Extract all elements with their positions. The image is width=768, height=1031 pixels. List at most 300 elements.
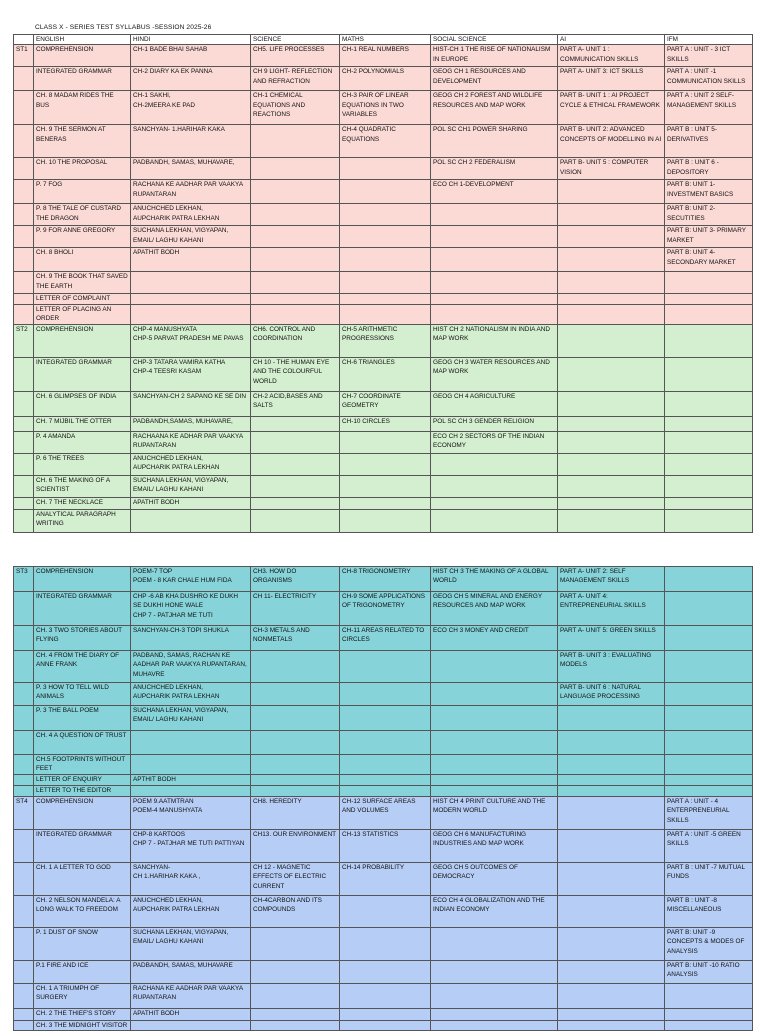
cell-english: CH. 10 THE PROPOSAL [34, 158, 131, 180]
cell-social-science: GEOG CH 5 OUTCOMES OF DEMOCRACY [431, 863, 558, 896]
cell-ifm [665, 416, 753, 431]
cell-hindi [131, 272, 251, 294]
term-label: ST4 [14, 797, 34, 830]
cell-maths [340, 180, 431, 204]
cell-social-science: POL SC CH 2 FEDERALISM [431, 158, 558, 180]
cell-hindi: SUCHANA LEKHAN, VIGYAPAN, EMAIL/ LAGHU KAHANI [131, 475, 251, 497]
cell-social-science [431, 226, 558, 248]
cell-english: P. 9 FOR ANNE GREGORY [34, 226, 131, 248]
cell-science [251, 453, 340, 475]
cell-science: CH 11- ELECTRICITY [251, 592, 340, 626]
cell-maths [340, 984, 431, 1009]
syllabus-row [14, 91, 753, 125]
cell-science: CH5. LIFE PROCESSES [251, 45, 340, 67]
cell-english: INTEGRATED GRAMMAR [34, 830, 131, 863]
cell-hindi [131, 786, 251, 797]
cell-english: CH. 9 THE BOOK THAT SAVED THE EARTH [34, 272, 131, 294]
cell-social-science: ECO CH 2 SECTORS OF THE INDIAN ECONOMY [431, 431, 558, 453]
cell-hindi: APATHIT BODH [131, 497, 251, 509]
cell-ai: PART A- UNIT 5: GREEN SKILLS [558, 626, 665, 651]
cell-hindi: PADBANDH,SAMAS, MUHAVARE, [131, 416, 251, 431]
cell-ifm [665, 357, 753, 391]
cell-hindi: SANCHYAN-CH 2 SAPANO KE SE DIN [131, 391, 251, 416]
cell-ifm [665, 731, 753, 755]
cell-english: CH. 1 A LETTER TO GOD [34, 863, 131, 896]
cell-hindi: ANUCHCHED LEKHAN, AUPCHARIK PATRA LEKHAN [131, 896, 251, 928]
cell-english: P. 8 THE TALE OF CUSTARD THE DRAGON [34, 204, 131, 226]
syllabus-row [14, 475, 753, 497]
cell-science [251, 475, 340, 497]
syllabus-row [14, 1009, 753, 1021]
term-label [14, 830, 34, 863]
syllabus-row [14, 928, 753, 961]
cell-ai: PART B- UNIT 5 : COMPUTER VISION [558, 158, 665, 180]
cell-ai [558, 304, 665, 324]
cell-maths [340, 475, 431, 497]
syllabus-row [14, 775, 753, 786]
cell-ai [558, 294, 665, 304]
cell-english: ANALYTICAL PARAGRAPH WRITING [34, 509, 131, 532]
cell-ai [558, 226, 665, 248]
cell-social-science [431, 248, 558, 272]
cell-ifm: PART B: UNIT 3- PRIMARY MARKET [665, 226, 753, 248]
cell-ifm [665, 294, 753, 304]
term-label [14, 509, 34, 532]
cell-ifm: PART B: UNIT 4- SECONDARY MARKET [665, 248, 753, 272]
syllabus-row [14, 896, 753, 928]
cell-english: P. 1 DUST OF SNOW [34, 928, 131, 961]
cell-hindi: SUCHANA LEKHAN, VIGYAPAN, EMAIL/ LAGHU KAHANI [131, 928, 251, 961]
cell-english: P. 3 THE BALL POEM [34, 706, 131, 731]
cell-maths [340, 896, 431, 928]
cell-social-science [431, 1021, 558, 1031]
term-label [14, 786, 34, 797]
cell-ifm [665, 304, 753, 324]
cell-ai [558, 204, 665, 226]
syllabus-row [14, 1021, 753, 1031]
cell-hindi: ANUCHCHED LEKHAN, AUPCHARIK PATRA LEKHAN [131, 204, 251, 226]
syllabus-row [14, 863, 753, 896]
cell-social-science: GEOG CH 3 WATER RESOURCES AND MAP WORK [431, 357, 558, 391]
cell-social-science [431, 928, 558, 961]
term-label [14, 204, 34, 226]
cell-ai [558, 248, 665, 272]
cell-maths: CH-2 POLYNOMIALS [340, 67, 431, 91]
cell-ai [558, 830, 665, 863]
cell-hindi: RACHAANA KE ADHAR PAR VAAKYA RUPANTARAN [131, 431, 251, 453]
cell-hindi: ANUCHCHED LEKHAN, AUPCHARIK PATRA LEKHAN [131, 453, 251, 475]
term-label [14, 706, 34, 731]
column-header: MATHS [340, 35, 431, 45]
cell-science: CH 12 - MAGNETIC EFFECTS OF ELECTRIC CURRENT [251, 863, 340, 896]
cell-maths [340, 304, 431, 324]
cell-english: CH. 8 MADAM RIDES THE BUS [34, 91, 131, 125]
cell-social-science [431, 304, 558, 324]
cell-social-science [431, 786, 558, 797]
cell-science: CH8. HEREDITY [251, 797, 340, 830]
document-title: CLASS X - SERIES TEST SYLLABUS -SESSION 2025-26 [35, 24, 212, 31]
cell-science [251, 180, 340, 204]
cell-maths: CH-4 QUADRATIC EQUATIONS [340, 125, 431, 158]
cell-ai: PART B- UNIT 1 : AI PROJECT CYCLE & ETHICAL FRAMEWORK [558, 91, 665, 125]
cell-science [251, 928, 340, 961]
cell-science [251, 755, 340, 775]
cell-ai [558, 272, 665, 294]
cell-ifm: PART A : UNIT -5 GREEN SKILLS [665, 830, 753, 863]
cell-ifm [665, 509, 753, 532]
cell-ai: PART B- UNIT 3 : EVALUATING MODELS [558, 651, 665, 683]
term-label [14, 357, 34, 391]
cell-social-science: POL SC CH 3 GENDER RELIGION [431, 416, 558, 431]
cell-social-science [431, 984, 558, 1009]
cell-ai [558, 863, 665, 896]
cell-ifm: PART A : UNIT - 3 ICT SKILLS [665, 45, 753, 67]
cell-hindi: CH-1 BADE BHAI SAHAB [131, 45, 251, 67]
cell-ai [558, 961, 665, 984]
term-label [14, 91, 34, 125]
cell-science [251, 416, 340, 431]
syllabus-row [14, 248, 753, 272]
term-label [14, 651, 34, 683]
cell-ai [558, 180, 665, 204]
syllabus-row [14, 651, 753, 683]
term-label [14, 896, 34, 928]
cell-ifm [665, 626, 753, 651]
cell-maths [340, 786, 431, 797]
syllabus-row [14, 755, 753, 775]
cell-maths [340, 453, 431, 475]
cell-hindi [131, 731, 251, 755]
cell-social-science: ECO CH 3 MONEY AND CREDIT [431, 626, 558, 651]
cell-ifm [665, 475, 753, 497]
cell-social-science [431, 651, 558, 683]
cell-science [251, 248, 340, 272]
cell-ai: PART B- UNIT 2: ADVANCED CONCEPTS OF MODELLING IN AI [558, 125, 665, 158]
cell-ifm: PART B : UNIT 5- DERIVATIVES [665, 125, 753, 158]
cell-ai [558, 1021, 665, 1031]
cell-english: COMPREHENSION [34, 45, 131, 67]
cell-english: CH. 9 THE SERMON AT BENERAS [34, 125, 131, 158]
cell-science: CH 10 - THE HUMAN EYE AND THE COLOURFUL WORLD [251, 357, 340, 391]
cell-ai [558, 755, 665, 775]
cell-ifm: PART B : UNIT -7 MUTUAL FUNDS [665, 863, 753, 896]
cell-maths [340, 158, 431, 180]
cell-hindi: ANUCHCHED LEKHAN, AUPCHARIK PATRA LEKHAN [131, 683, 251, 706]
cell-hindi: PADBANDH, SAMAS, MUHAVARE, [131, 158, 251, 180]
term-label [14, 626, 34, 651]
term-label [14, 592, 34, 626]
term-label [14, 125, 34, 158]
cell-maths: CH-10 CIRCLES [340, 416, 431, 431]
cell-english: LETTER OF PLACING AN ORDER [34, 304, 131, 324]
cell-hindi: PADBAND, SAMAS, RACHAN KE AADHAR PAR VAAKYA RUPANTARAN, MUHAVRE [131, 651, 251, 683]
column-header: SCIENCE [251, 35, 340, 45]
cell-science [251, 786, 340, 797]
cell-science [251, 431, 340, 453]
cell-english: INTEGRATED GRAMMAR [34, 357, 131, 391]
cell-english: CH. 7 THE NECKLACE [34, 497, 131, 509]
cell-english: COMPREHENSION [34, 797, 131, 830]
cell-ai [558, 357, 665, 391]
syllabus-row [14, 125, 753, 158]
cell-ai [558, 731, 665, 755]
cell-ai [558, 928, 665, 961]
term-label: ST3 [14, 567, 34, 592]
cell-hindi: CHP -6 AB KHA DUSHRO KE DUKH SE DUKHI HONE WALE CHP 7 - PATJHAR ME TUTI [131, 592, 251, 626]
column-header: SOCIAL SCIENCE [431, 35, 558, 45]
cell-ai: PART A- UNIT 2: SELF MANAGEMENT SKILLS [558, 567, 665, 592]
cell-ifm [665, 984, 753, 1009]
cell-hindi: POEM 9.AATMTRAN POEM-4 MANUSHYATA [131, 797, 251, 830]
cell-ifm: PART B: UNIT 1- INVESTMENT BASICS [665, 180, 753, 204]
cell-science [251, 731, 340, 755]
cell-maths: CH-8 TRIGONOMETRY [340, 567, 431, 592]
cell-hindi: CH-2 DIARY KA EK PANNA [131, 67, 251, 91]
syllabus-row [14, 204, 753, 226]
cell-hindi: APATHIT BODH [131, 248, 251, 272]
column-header: ENGLISH [34, 35, 131, 45]
cell-maths [340, 755, 431, 775]
cell-ifm [665, 272, 753, 294]
cell-science [251, 984, 340, 1009]
term-label [14, 475, 34, 497]
cell-science [251, 304, 340, 324]
syllabus-row [14, 683, 753, 706]
cell-social-science: GEOG CH 4 AGRICULTURE [431, 391, 558, 416]
cell-social-science [431, 683, 558, 706]
cell-english: P. 7 FOG [34, 180, 131, 204]
cell-maths [340, 706, 431, 731]
cell-english: P.1 FIRE AND ICE [34, 961, 131, 984]
syllabus-row [14, 226, 753, 248]
column-header: IFM [665, 35, 753, 45]
cell-english: LETTER OF COMPLAINT [34, 294, 131, 304]
cell-science: CH13. OUR ENVIRONMENT [251, 830, 340, 863]
cell-hindi: SUCHANA LEKHAN, VIGYAPAN, EMAIL/ LAGHU KAHANI [131, 226, 251, 248]
cell-hindi: CH-1 SAKHI, CH-2MEERA KE PAD [131, 91, 251, 125]
cell-science [251, 706, 340, 731]
header-row [14, 35, 753, 45]
term-label [14, 416, 34, 431]
cell-english: CH. 6 THE MAKING OF A SCIENTIST [34, 475, 131, 497]
cell-science [251, 294, 340, 304]
syllabus-row [14, 497, 753, 509]
term-label [14, 67, 34, 91]
term-label [14, 294, 34, 304]
cell-maths: CH-11 AREAS RELATED TO CIRCLES [340, 626, 431, 651]
syllabus-row [14, 416, 753, 431]
cell-ai: PART A- UNIT 3: ICT SKILLS [558, 67, 665, 91]
term-label [14, 731, 34, 755]
term-label [14, 226, 34, 248]
cell-social-science [431, 755, 558, 775]
cell-ifm [665, 755, 753, 775]
cell-social-science: ECO CH 4 GLOBALIZATION AND THE INDIAN ECONOMY [431, 896, 558, 928]
cell-hindi: RACHANA KE AADHAR PAR VAAKYA RUPANTARAN [131, 984, 251, 1009]
cell-science [251, 509, 340, 532]
cell-science [251, 961, 340, 984]
cell-ai: PART B- UNIT 6 : NATURAL LANGUAGE PROCESSING [558, 683, 665, 706]
cell-maths [340, 651, 431, 683]
cell-english: CH. 4 A QUESTION OF TRUST [34, 731, 131, 755]
cell-ai [558, 775, 665, 786]
term-label [14, 683, 34, 706]
column-header: AI [558, 35, 665, 45]
cell-ifm: PART B: UNIT -9 CONCEPTS & MODES OF ANALYSIS [665, 928, 753, 961]
cell-english: INTEGRATED GRAMMAR [34, 67, 131, 91]
cell-social-science [431, 706, 558, 731]
cell-science [251, 651, 340, 683]
syllabus-row [14, 786, 753, 797]
term-label [14, 1009, 34, 1021]
cell-social-science [431, 204, 558, 226]
cell-science [251, 272, 340, 294]
cell-english: CH. 6 GLIMPSES OF INDIA [34, 391, 131, 416]
cell-maths [340, 226, 431, 248]
cell-hindi: CHP-3 TATARA VAMIRA KATHA CHP-4 TEESRI KASAM [131, 357, 251, 391]
cell-science [251, 158, 340, 180]
cell-ifm [665, 497, 753, 509]
cell-hindi: SUCHANA LEKHAN, VIGYAPAN, EMAIL/ LAGHU KAHANI [131, 706, 251, 731]
syllabus-row [14, 324, 753, 357]
term-label: ST1 [14, 45, 34, 67]
cell-ifm [665, 786, 753, 797]
cell-english: CH. 2 NELSON MANDELA: A LONG WALK TO FREEDOM [34, 896, 131, 928]
cell-social-science [431, 961, 558, 984]
cell-maths [340, 683, 431, 706]
cell-ifm: PART A : UNIT 2 SELF-MANAGEMENT SKILLS [665, 91, 753, 125]
cell-ai [558, 453, 665, 475]
cell-social-science: HIST-CH 1 THE RISE OF NATIONALISM IN EUROPE [431, 45, 558, 67]
cell-ai: PART A- UNIT 1 : COMMUNICATION SKILLS [558, 45, 665, 67]
cell-ifm [665, 567, 753, 592]
cell-maths [340, 928, 431, 961]
cell-ai: PART A- UNIT 4: ENTREPRENEURIAL SKILLS [558, 592, 665, 626]
cell-ifm [665, 683, 753, 706]
syllabus-row [14, 706, 753, 731]
cell-english: CH. 2 THE THIEF'S STORY [34, 1009, 131, 1021]
cell-english: CH. 3 THE MIDNIGHT VISITOR [34, 1021, 131, 1031]
cell-maths [340, 204, 431, 226]
cell-social-science: POL SC CH1 POWER SHARING [431, 125, 558, 158]
cell-hindi: APATHIT BODH [131, 1009, 251, 1021]
cell-ifm [665, 1021, 753, 1031]
cell-social-science [431, 497, 558, 509]
syllabus-row [14, 357, 753, 391]
cell-ai [558, 984, 665, 1009]
cell-ai [558, 497, 665, 509]
cell-ai [558, 706, 665, 731]
cell-english: CH. 7 MIJBIL THE OTTER [34, 416, 131, 431]
cell-maths [340, 248, 431, 272]
syllabus-row [14, 961, 753, 984]
cell-maths [340, 961, 431, 984]
syllabus-row [14, 592, 753, 626]
cell-ai [558, 786, 665, 797]
term-label [14, 391, 34, 416]
cell-social-science: HIST CH 3 THE MAKING OF A GLOBAL WORLD [431, 567, 558, 592]
cell-social-science [431, 731, 558, 755]
cell-ifm [665, 1009, 753, 1021]
cell-maths [340, 509, 431, 532]
term-label [14, 928, 34, 961]
syllabus-row [14, 830, 753, 863]
cell-hindi [131, 509, 251, 532]
cell-maths: CH-9 SOME APPLICATIONS OF TRIGONOMETRY [340, 592, 431, 626]
cell-hindi: SANCHYAN-CH-3 TOPI SHUKLA [131, 626, 251, 651]
cell-science [251, 204, 340, 226]
cell-maths [340, 431, 431, 453]
cell-english: P. 4 AMANDA [34, 431, 131, 453]
cell-maths: CH-1 REAL NUMBERS [340, 45, 431, 67]
cell-ifm [665, 592, 753, 626]
cell-science [251, 1021, 340, 1031]
cell-hindi [131, 304, 251, 324]
cell-ai [558, 324, 665, 357]
cell-maths [340, 272, 431, 294]
cell-maths: CH-7 COORDINATE GEOMETRY [340, 391, 431, 416]
cell-ai [558, 1009, 665, 1021]
cell-english: P. 6 THE TREES [34, 453, 131, 475]
cell-social-science: ECO CH 1-DEVELOPMENT [431, 180, 558, 204]
cell-science [251, 125, 340, 158]
syllabus-row [14, 431, 753, 453]
cell-ai [558, 475, 665, 497]
cell-ai [558, 391, 665, 416]
syllabus-row [14, 984, 753, 1009]
cell-ai [558, 416, 665, 431]
column-header: HINDI [131, 35, 251, 45]
cell-social-science [431, 294, 558, 304]
cell-maths: CH-6 TRIANGLES [340, 357, 431, 391]
cell-english: INTEGRATED GRAMMAR [34, 592, 131, 626]
syllabus-table-st1-st2 [13, 34, 753, 533]
syllabus-row [14, 567, 753, 592]
cell-maths: CH-14 PROBABILITY [340, 863, 431, 896]
cell-hindi [131, 755, 251, 775]
cell-hindi: RACHANA KE AADHAR PAR VAAKYA RUPANTARAN [131, 180, 251, 204]
term-label [14, 863, 34, 896]
syllabus-row [14, 294, 753, 304]
syllabus-row [14, 626, 753, 651]
cell-ifm: PART B : UNIT 6 - DEPOSITORY [665, 158, 753, 180]
cell-ifm [665, 324, 753, 357]
cell-maths [340, 294, 431, 304]
cell-social-science [431, 272, 558, 294]
cell-english: COMPREHENSION [34, 567, 131, 592]
cell-social-science: GEOG CH 6 MANUFACTURING INDUSTRIES AND MAP WORK [431, 830, 558, 863]
cell-maths [340, 1009, 431, 1021]
term-label [14, 431, 34, 453]
cell-science [251, 226, 340, 248]
syllabus-row [14, 304, 753, 324]
syllabus-row [14, 391, 753, 416]
syllabus-row [14, 453, 753, 475]
cell-social-science [431, 1009, 558, 1021]
cell-english: CH.5 FOOTPRINTS WITHOUT FEET [34, 755, 131, 775]
term-label [14, 984, 34, 1009]
cell-maths [340, 731, 431, 755]
cell-ifm [665, 431, 753, 453]
syllabus-row [14, 67, 753, 91]
cell-hindi: CHP-4 MANUSHYATA CHP-5 PARVAT PRADESH ME PAVAS [131, 324, 251, 357]
cell-ai [558, 431, 665, 453]
cell-english: CH. 4 FROM THE DIARY OF ANNE FRANK [34, 651, 131, 683]
cell-ifm [665, 453, 753, 475]
syllabus-row [14, 180, 753, 204]
syllabus-row [14, 45, 753, 67]
term-label [14, 1021, 34, 1031]
